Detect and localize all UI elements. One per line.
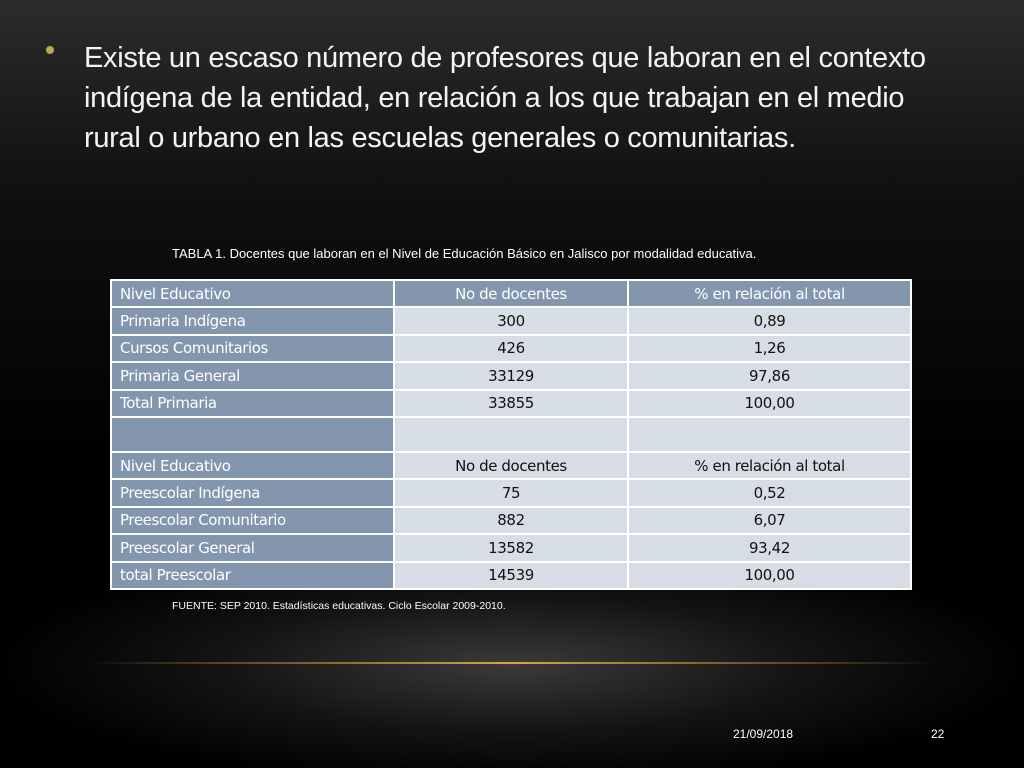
row-percent: 0,52	[628, 479, 911, 506]
table-caption: TABLA 1. Docentes que laboran en el Nivel de Educación Básico en Jalisco por modalidad educativa.	[172, 246, 757, 261]
row-count: 33855	[394, 390, 628, 417]
table-row	[111, 390, 911, 417]
row-percent: 1,26	[628, 335, 911, 362]
page-number: 22	[931, 727, 945, 741]
row-label: total Preescolar	[111, 562, 394, 589]
row-count: 14539	[394, 562, 628, 589]
row-count: 75	[394, 479, 628, 506]
header-cell: Nivel Educativo	[111, 280, 394, 307]
bullet-dot-icon	[46, 46, 54, 54]
row-label: Preescolar Comunitario	[111, 507, 394, 534]
empty-row	[111, 417, 911, 452]
teachers-table	[110, 279, 912, 590]
table-row	[111, 479, 911, 506]
row-percent: 6,07	[628, 507, 911, 534]
header-cell: No de docentes	[394, 452, 628, 479]
row-label: Primaria Indígena	[111, 307, 394, 334]
table-header-row	[111, 452, 911, 479]
row-count: 882	[394, 507, 628, 534]
decorative-divider	[90, 662, 934, 664]
header-cell: % en relación al total	[628, 280, 911, 307]
row-percent: 93,42	[628, 534, 911, 561]
empty-cell	[394, 417, 628, 452]
table-header-row	[111, 280, 911, 307]
row-count: 13582	[394, 534, 628, 561]
table-row	[111, 335, 911, 362]
footer-date: 21/09/2018	[733, 727, 794, 741]
row-count: 33129	[394, 362, 628, 389]
table-row	[111, 307, 911, 334]
row-percent: 100,00	[628, 390, 911, 417]
row-percent: 100,00	[628, 562, 911, 589]
header-cell: % en relación al total	[628, 452, 911, 479]
table-row	[111, 534, 911, 561]
table-row	[111, 362, 911, 389]
empty-cell	[628, 417, 911, 452]
row-percent: 97,86	[628, 362, 911, 389]
row-label: Preescolar General	[111, 534, 394, 561]
row-label: Total Primaria	[111, 390, 394, 417]
table-source: FUENTE: SEP 2010. Estadísticas educativas. Ciclo Escolar 2009-2010.	[172, 600, 506, 612]
row-percent: 0,89	[628, 307, 911, 334]
row-label: Primaria General	[111, 362, 394, 389]
row-label: Cursos Comunitarios	[111, 335, 394, 362]
empty-cell	[111, 417, 394, 452]
header-cell: No de docentes	[394, 280, 628, 307]
row-count: 300	[394, 307, 628, 334]
table-row	[111, 507, 911, 534]
header-cell: Nivel Educativo	[111, 452, 394, 479]
bullet-text: Existe un escaso número de profesores que laboran en el contexto indígena de la entidad, en relación a los que trabajan en el medio rural o urbano en las escuelas generales o comunitarias.	[84, 42, 926, 154]
row-label: Preescolar Indígena	[111, 479, 394, 506]
table-row	[111, 562, 911, 589]
row-count: 426	[394, 335, 628, 362]
